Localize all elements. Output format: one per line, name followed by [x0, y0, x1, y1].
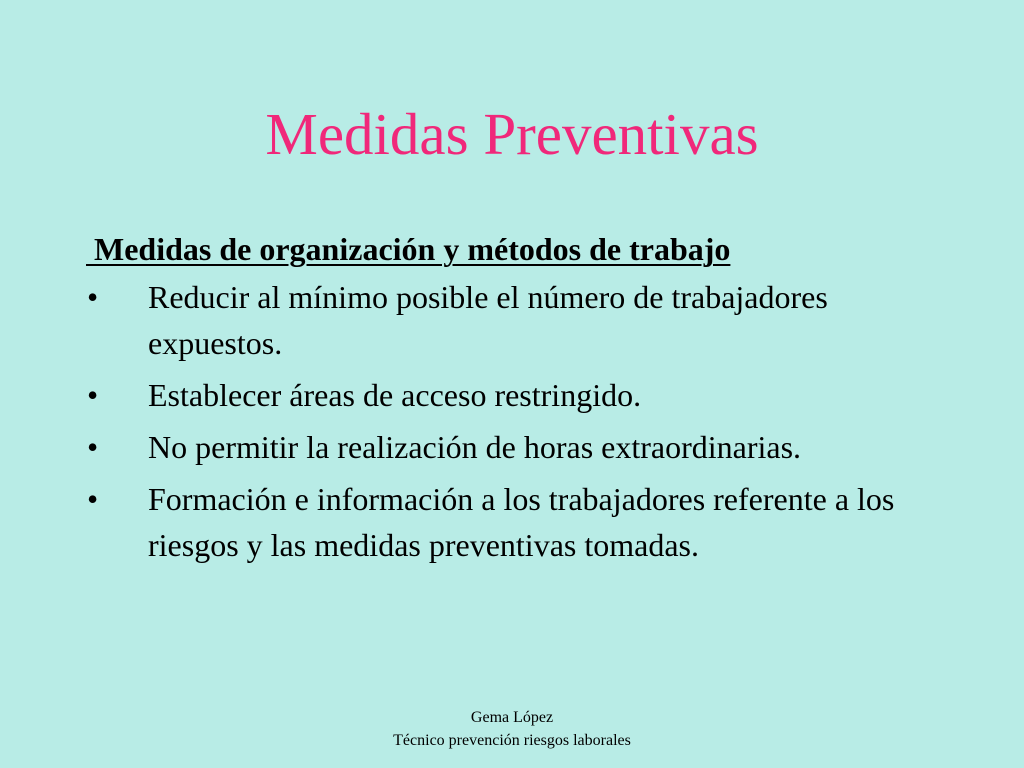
- slide-title: Medidas Preventivas: [265, 101, 759, 167]
- bullet-text: Establecer áreas de acceso restringido.: [148, 377, 642, 413]
- bullet-text: Reducir al mínimo posible el número de trabajadores expuestos.: [148, 279, 828, 361]
- bullet-text: No permitir la realización de horas extraordinarias.: [148, 429, 802, 465]
- bullet-item: [86, 372, 936, 418]
- section-heading: Medidas de organización y métodos de trabajo: [86, 231, 731, 267]
- bullet-item: [86, 274, 936, 366]
- footer-author: Gema López: [470, 709, 554, 726]
- bullet-list: [86, 274, 936, 568]
- bullet-icon: •: [87, 377, 99, 413]
- bullet-icon: •: [87, 279, 99, 315]
- bullet-icon: •: [87, 429, 99, 465]
- bullet-icon: •: [87, 481, 99, 517]
- bullet-item: [86, 476, 936, 568]
- footer-role: Técnico prevención riesgos laborales: [393, 732, 631, 749]
- slide-footer: [0, 706, 1024, 752]
- slide-content: [86, 226, 936, 574]
- bullet-text: Formación e información a los trabajadores referente a los riesgos y las medidas preventivas tomadas.: [148, 481, 895, 563]
- bullet-item: [86, 424, 936, 470]
